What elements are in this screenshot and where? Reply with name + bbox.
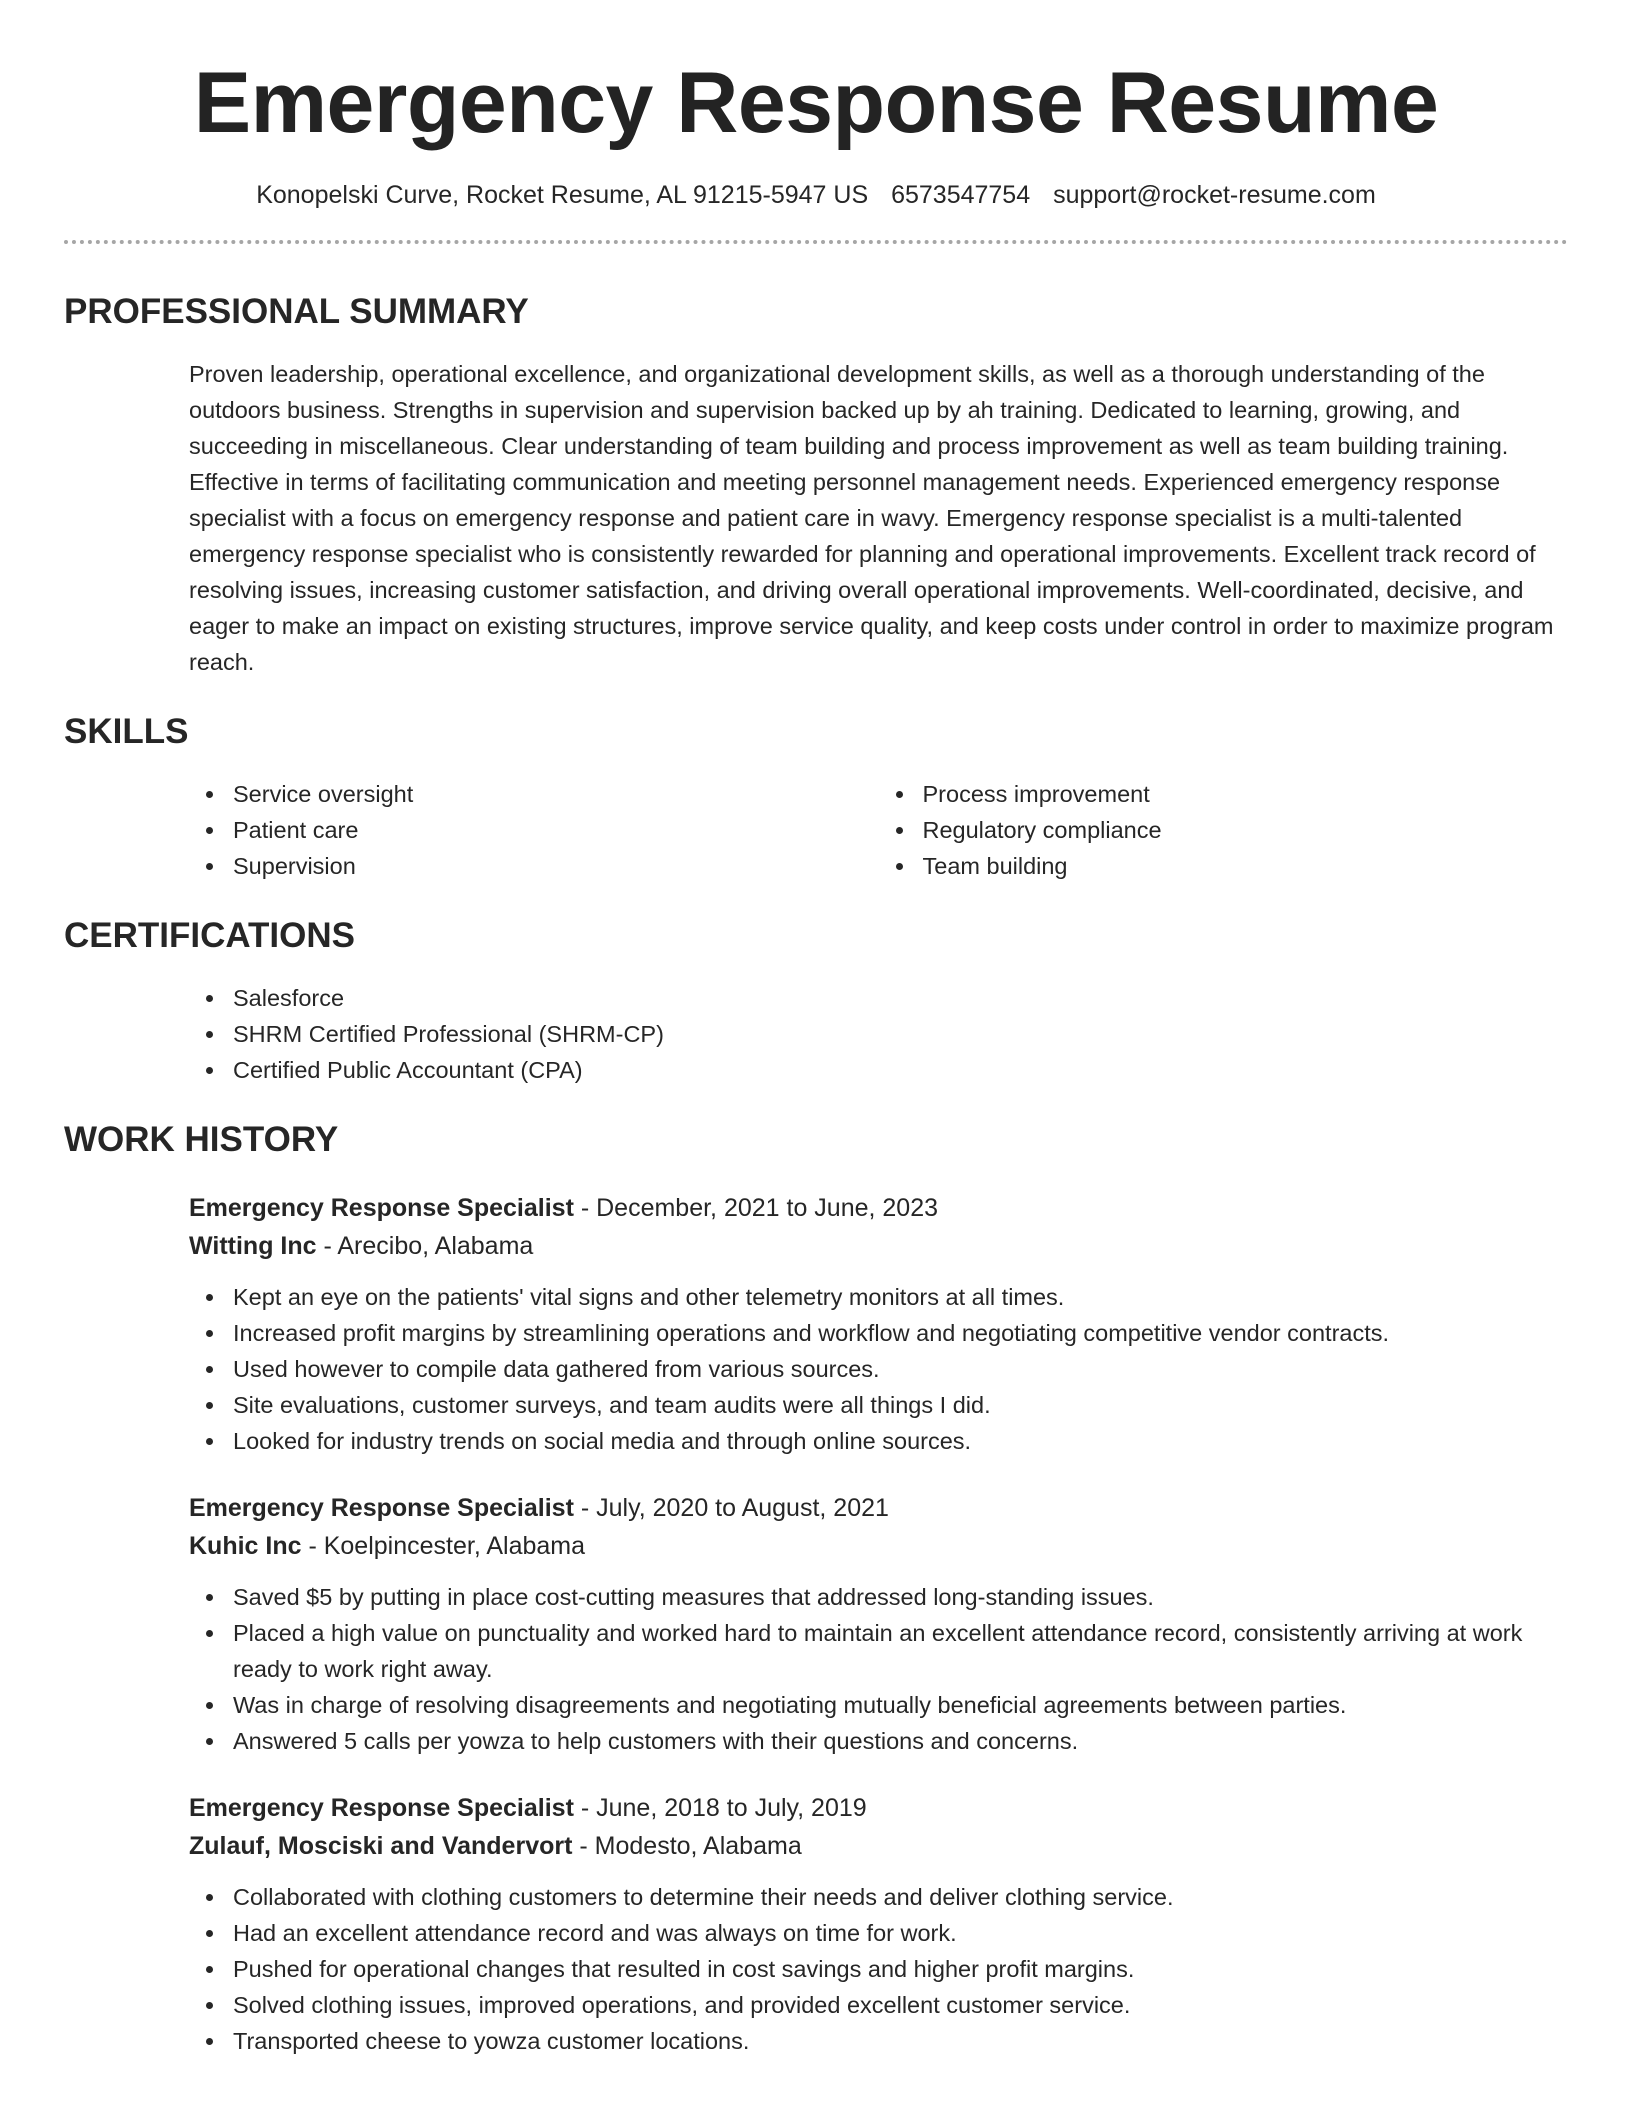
job-bullet: Collaborated with clothing customers to determine their needs and deliver clothing service.	[233, 1879, 1568, 1915]
skill-item: Supervision	[233, 848, 879, 884]
job-role-line	[189, 1189, 1568, 1227]
job-dates: - December, 2021 to June, 2023	[573, 1194, 939, 1222]
header-divider	[64, 240, 1568, 244]
certifications-heading: CERTIFICATIONS	[64, 916, 356, 955]
summary-heading: PROFESSIONAL SUMMARY	[64, 292, 529, 331]
job-bullet: Kept an eye on the patients' vital signs and other telemetry monitors at all times.	[233, 1279, 1568, 1315]
job-company-line	[189, 1827, 1568, 1865]
job-entry	[189, 1489, 1568, 1759]
job-entry	[189, 1789, 1568, 2059]
job-bullet: Transported cheese to yowza customer locations.	[233, 2023, 1568, 2059]
job-company: Zulauf, Mosciski and Vandervort	[189, 1832, 573, 1860]
job-role: Emergency Response Specialist	[189, 1494, 574, 1522]
skill-item: Regulatory compliance	[923, 812, 1569, 848]
job-bullet: Pushed for operational changes that resulted in cost savings and higher profit margins.	[233, 1951, 1568, 1987]
job-bullet: Answered 5 calls per yowza to help customers with their questions and concerns.	[233, 1723, 1568, 1759]
certification-item: Certified Public Accountant (CPA)	[233, 1052, 1568, 1088]
job-dates: - July, 2020 to August, 2021	[573, 1494, 889, 1522]
job-bullet: Placed a high value on punctuality and worked hard to maintain an excellent attendance record, consistently arriving at work ready to work right away.	[233, 1615, 1568, 1687]
job-bullet: Increased profit margins by streamlining operations and workflow and negotiating competitive vendor contracts.	[233, 1315, 1568, 1351]
job-entry	[189, 1189, 1568, 1459]
job-location: - Modesto, Alabama	[572, 1832, 802, 1860]
job-role-line	[189, 1489, 1568, 1527]
job-bullet: Solved clothing issues, improved operations, and provided excellent customer service.	[233, 1987, 1568, 2023]
resume-header	[64, 0, 1568, 244]
job-bullet: Looked for industry trends on social media and through online sources.	[233, 1423, 1568, 1459]
job-location: - Koelpincester, Alabama	[301, 1532, 586, 1560]
job-bullets	[189, 1579, 1568, 1759]
summary-text: Proven leadership, operational excellence, and organizational development skills, as well as a thorough understanding of the outdoors business. Strengths in supervision and supervision backed up by ah training. Dedicated to learning, growing, and succeeding in miscellaneous. Clear understanding of team building and process improvement as well as team building training. Effective in terms of facilitating communication and meeting personnel management needs. Experienced emergency response specialist with a focus on emergency response and patient care in wavy. Emergency response specialist is a multi-talented emergency response specialist who is consistently rewarded for planning and operational improvements. Excellent track record of resolving issues, increasing customer satisfaction, and driving overall operational improvements. Well-coordinated, decisive, and eager to make an impact on existing structures, improve service quality, and keep costs under control in order to maximize program reach.	[189, 361, 1554, 675]
skill-item: Process improvement	[923, 776, 1569, 812]
skill-item: Service oversight	[233, 776, 879, 812]
resume-page	[64, 0, 1568, 2059]
job-role: Emergency Response Specialist	[189, 1794, 574, 1822]
skills-list	[189, 776, 1568, 884]
skills-column-left	[189, 776, 879, 884]
job-company-line	[189, 1227, 1568, 1265]
job-company: Witting Inc	[189, 1232, 317, 1260]
certification-item: Salesforce	[233, 980, 1568, 1016]
job-bullets	[189, 1879, 1568, 2059]
job-dates: - June, 2018 to July, 2019	[573, 1794, 867, 1822]
contact-line	[64, 180, 1568, 210]
skill-item: Team building	[923, 848, 1569, 884]
skills-heading: SKILLS	[64, 712, 189, 751]
job-bullet: Was in charge of resolving disagreements and negotiating mutually beneficial agreements between parties.	[233, 1687, 1568, 1723]
job-role: Emergency Response Specialist	[189, 1194, 574, 1222]
job-role-line	[189, 1789, 1568, 1827]
job-bullets	[189, 1279, 1568, 1459]
contact-phone: 6573547754	[891, 181, 1031, 209]
job-bullet: Saved $5 by putting in place cost-cutting measures that addressed long-standing issues.	[233, 1579, 1568, 1615]
job-bullet: Had an excellent attendance record and was always on time for work.	[233, 1915, 1568, 1951]
resume-title: Emergency Response Resume	[193, 55, 1439, 151]
job-location: - Arecibo, Alabama	[316, 1232, 534, 1260]
contact-address: Konopelski Curve, Rocket Resume, AL 91215-5947 US	[256, 181, 869, 209]
skills-column-right	[879, 776, 1569, 884]
job-bullet: Used however to compile data gathered from various sources.	[233, 1351, 1568, 1387]
certification-item: SHRM Certified Professional (SHRM-CP)	[233, 1016, 1568, 1052]
job-bullet: Site evaluations, customer surveys, and team audits were all things I did.	[233, 1387, 1568, 1423]
certifications-list	[189, 980, 1568, 1088]
work-history-heading: WORK HISTORY	[64, 1120, 339, 1159]
contact-email: support@rocket-resume.com	[1053, 181, 1376, 209]
job-company: Kuhic Inc	[189, 1532, 302, 1560]
job-company-line	[189, 1527, 1568, 1565]
skill-item: Patient care	[233, 812, 879, 848]
